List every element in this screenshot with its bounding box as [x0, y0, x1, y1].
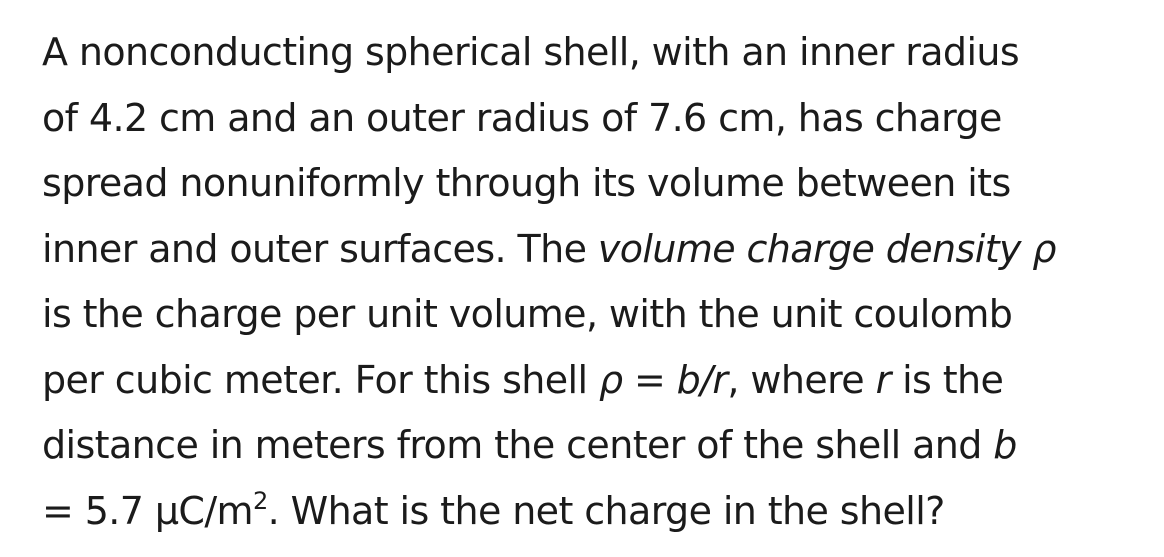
- text-segment: spread nonuniformly through its volume between its: [42, 161, 1011, 205]
- problem-line: [42, 86, 1142, 152]
- text-segment: distance in meters from the center of the shell and: [42, 423, 994, 467]
- emphasized-term: volume charge density ρ: [597, 226, 1056, 271]
- text-segment: is the charge per unit volume, with the unit coulomb: [42, 292, 1013, 336]
- exponent: 2: [252, 486, 268, 515]
- problem-line: [42, 151, 1142, 217]
- variable-r: r: [875, 357, 891, 402]
- text-segment: is the: [890, 357, 1004, 402]
- text-segment: = 5.7 μC/m: [42, 488, 253, 533]
- problem-line: [42, 282, 1142, 348]
- problem-line: [42, 20, 1142, 86]
- question: . What is the net charge in the shell?: [267, 488, 945, 533]
- text-segment: =: [622, 357, 677, 402]
- text-segment: per cubic meter. For this shell: [42, 357, 599, 402]
- problem-line: [42, 479, 1142, 545]
- problem-line: [42, 348, 1142, 414]
- problem-text: [42, 20, 1142, 544]
- text-segment: A nonconducting spherical shell, with an inner radius: [42, 30, 1020, 74]
- rho-symbol: ρ: [598, 357, 623, 402]
- text-segment: of 4.2 cm and an outer radius of 7.6 cm, has charge: [42, 95, 1002, 140]
- problem-line: [42, 413, 1142, 479]
- problem-line: [42, 217, 1142, 283]
- text-segment: , where: [727, 357, 876, 402]
- formula: b/r: [676, 357, 728, 402]
- variable-b: b: [993, 423, 1017, 467]
- text-segment: inner and outer surfaces. The: [42, 226, 598, 271]
